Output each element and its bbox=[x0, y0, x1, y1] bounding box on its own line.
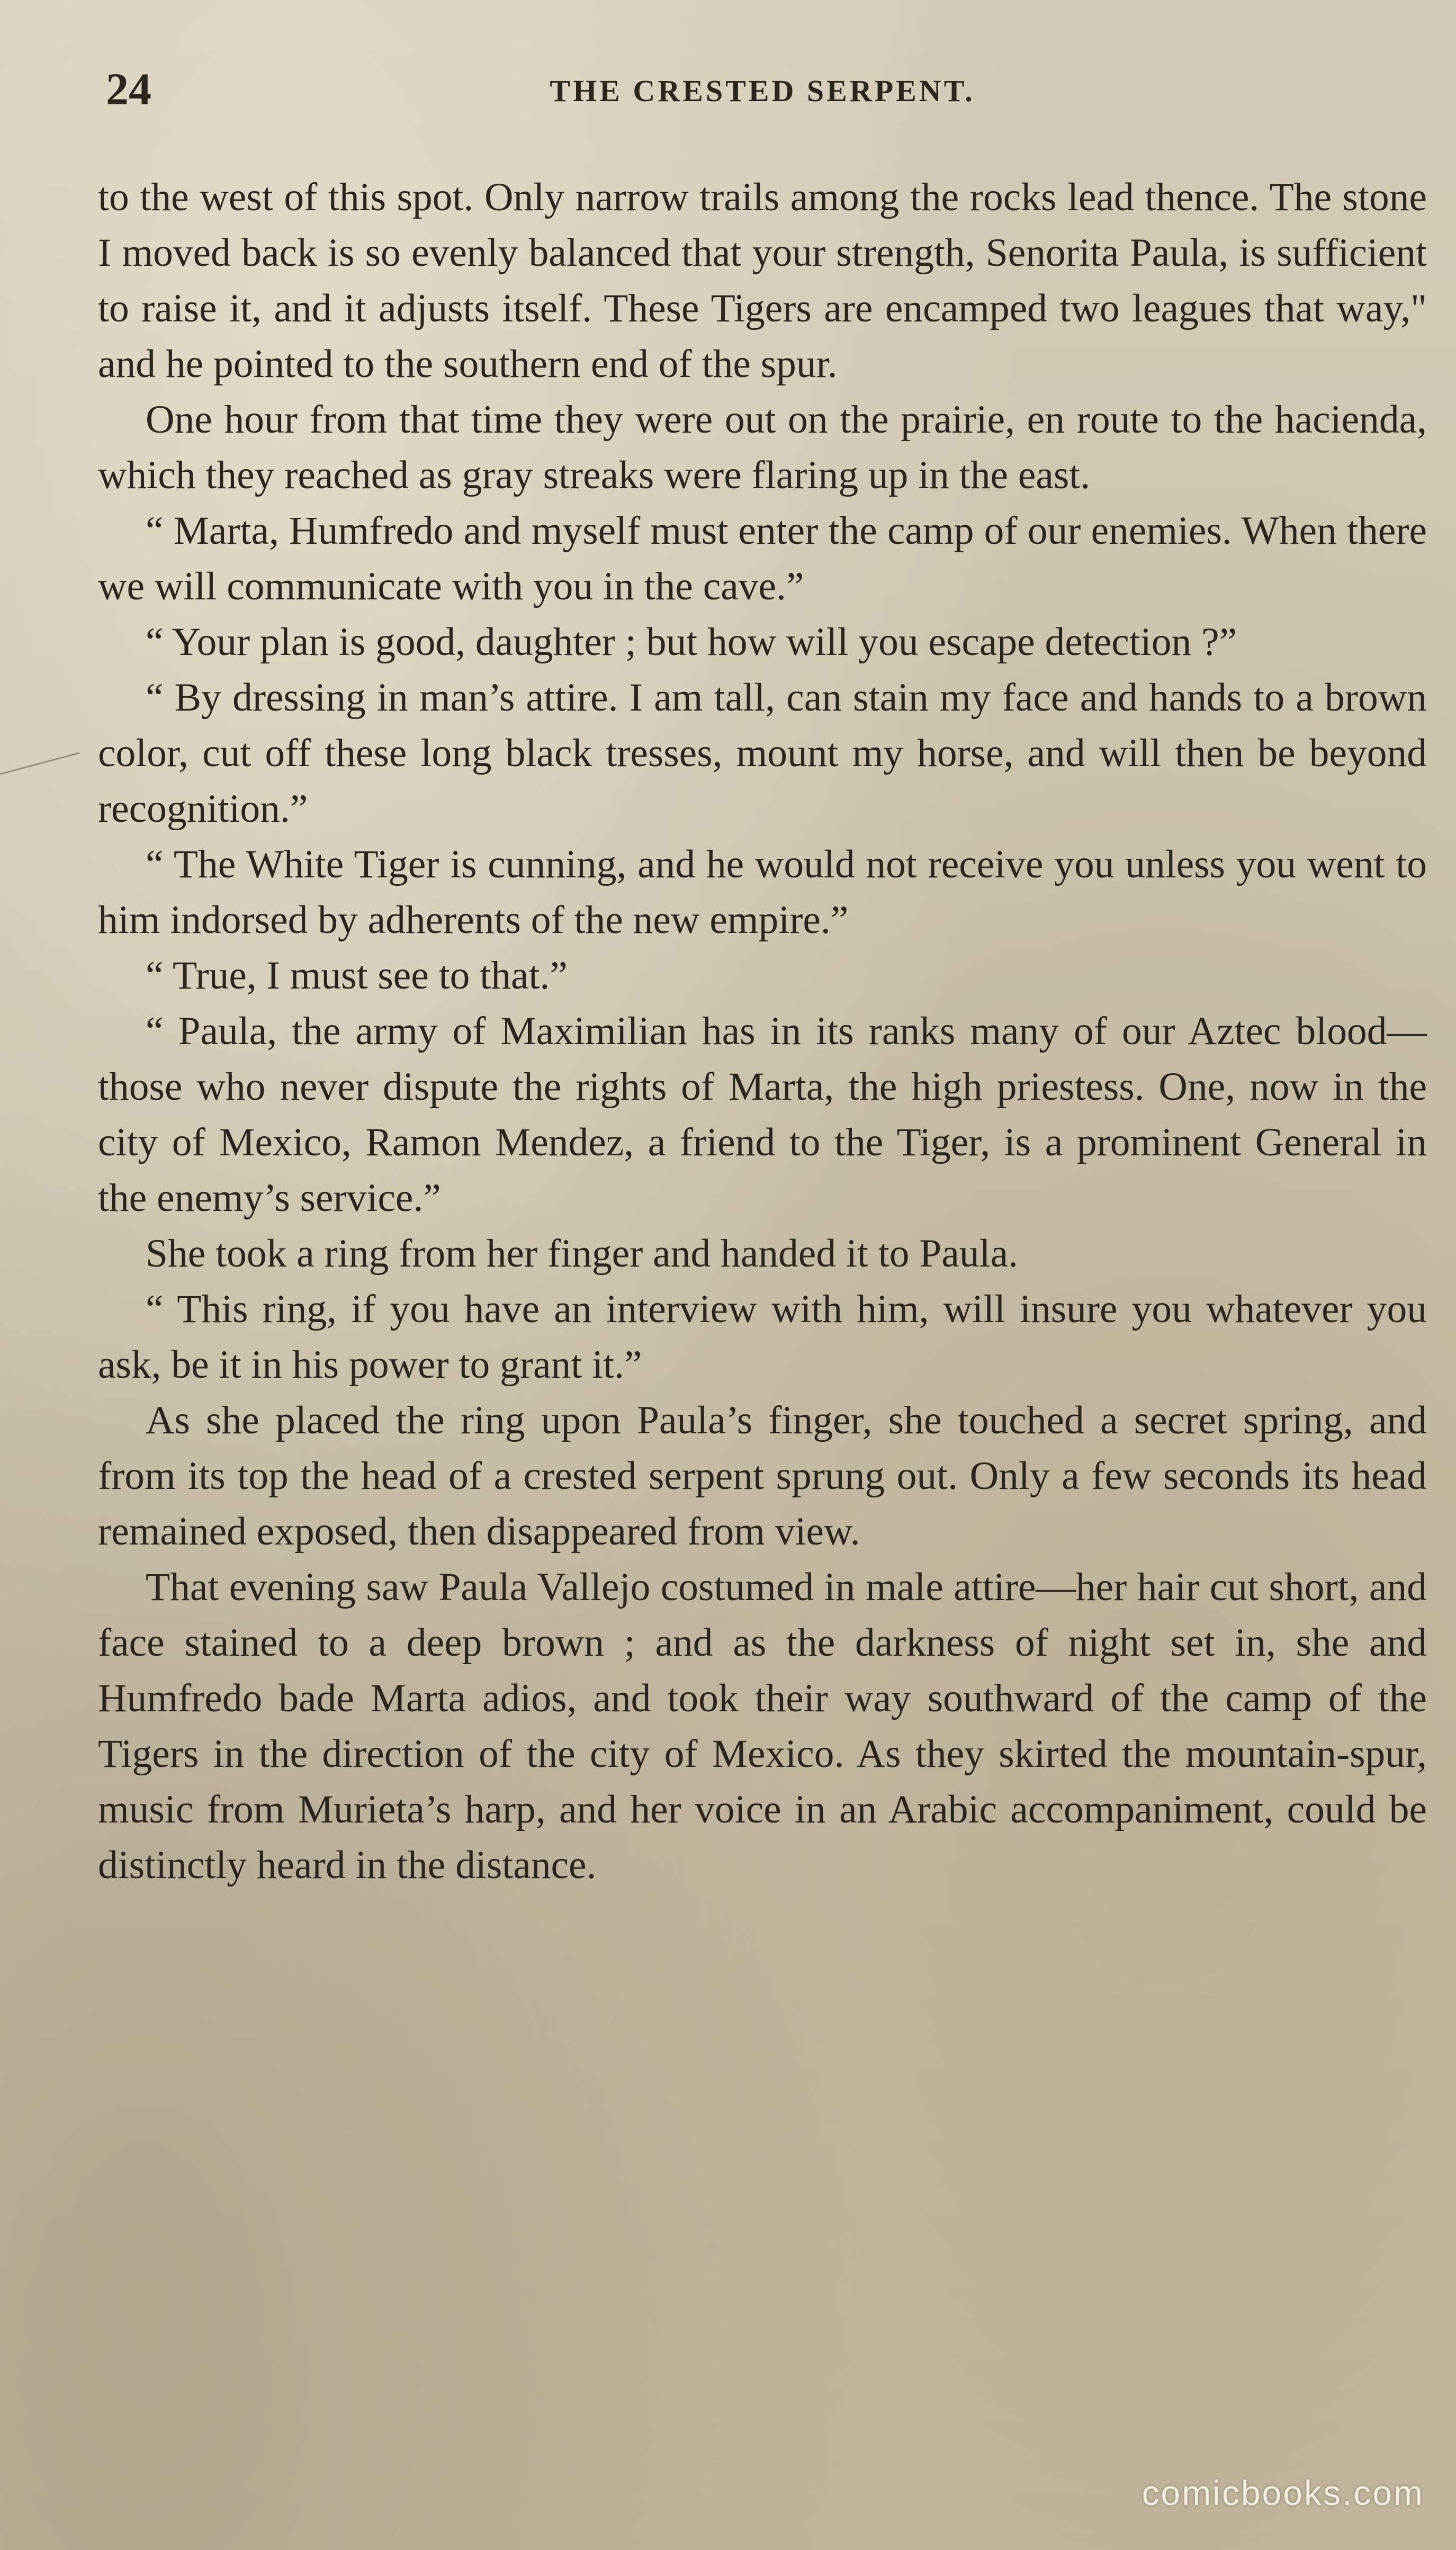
paragraph: One hour from that time they were out on the prairie, en route to the hacienda, which they reached as gray streaks were flaring up in the east. bbox=[98, 398, 1427, 497]
paragraph: “ True, I must see to that.” bbox=[146, 954, 568, 998]
paragraph: “ The White Tiger is cunning, and he would not receive you unless you went to him indorsed by adherents of the new empire.” bbox=[98, 842, 1427, 942]
body-text bbox=[98, 169, 1427, 1893]
paragraph: “ Marta, Humfredo and myself must enter the camp of our enemies. When there we will communicate with you in the cave.” bbox=[98, 509, 1427, 608]
paragraph: “ Your plan is good, daughter ; but how will you escape detection ?” bbox=[146, 620, 1237, 664]
paragraph: That evening saw Paula Vallejo costumed in male attire—her hair cut short, and face stained to a deep brown ; and as the darkness of night set in, she and Humfredo bade Marta adios, and took their way southward of the camp of the Tigers in the direction of the city of Mexico. As they skirted the mountain-spur, music from Murieta’s harp, and her voice in an Arabic accompaniment, could be distinctly heard in the distance. bbox=[98, 1565, 1427, 1887]
paragraph: She took a ring from her finger and handed it to Paula. bbox=[146, 1232, 1018, 1276]
paragraph: “ This ring, if you have an interview with him, will insure you whatever you ask, be it in his power to grant it.” bbox=[98, 1287, 1427, 1387]
running-title: THE CRESTED SERPENT. bbox=[550, 74, 975, 108]
pencil-mark bbox=[0, 747, 85, 778]
watermark: comicbooks.com bbox=[1142, 2473, 1424, 2512]
paragraph: “ By dressing in man’s attire. I am tall, can stain my face and hands to a brown color, cut off these long black tresses, mount my horse, and will then be beyond recognition.” bbox=[98, 676, 1427, 831]
page-number: 24 bbox=[106, 64, 151, 114]
paragraph: to the west of this spot. Only narrow trails among the rocks lead thence. The stone I moved back is so evenly balanced that your strength, Senorita Paula, is sufficient to raise it, and it adjusts itself. These Tigers are encamped two leagues that way," and he pointed to the southern end of the spur. bbox=[98, 175, 1427, 386]
paragraph: As she placed the ring upon Paula’s finger, she touched a secret spring, and from its top the head of a crested serpent sprung out. Only a few seconds its head remained exposed, then disappeared from view. bbox=[98, 1398, 1427, 1554]
running-head bbox=[106, 62, 1419, 115]
paragraph: “ Paula, the army of Maximilian has in its ranks many of our Aztec blood—those who never dispute the rights of Marta, the high priestess. One, now in the city of Mexico, Ramon Mendez, a friend to the Tiger, is a prominent General in the enemy’s service.” bbox=[98, 1009, 1427, 1220]
